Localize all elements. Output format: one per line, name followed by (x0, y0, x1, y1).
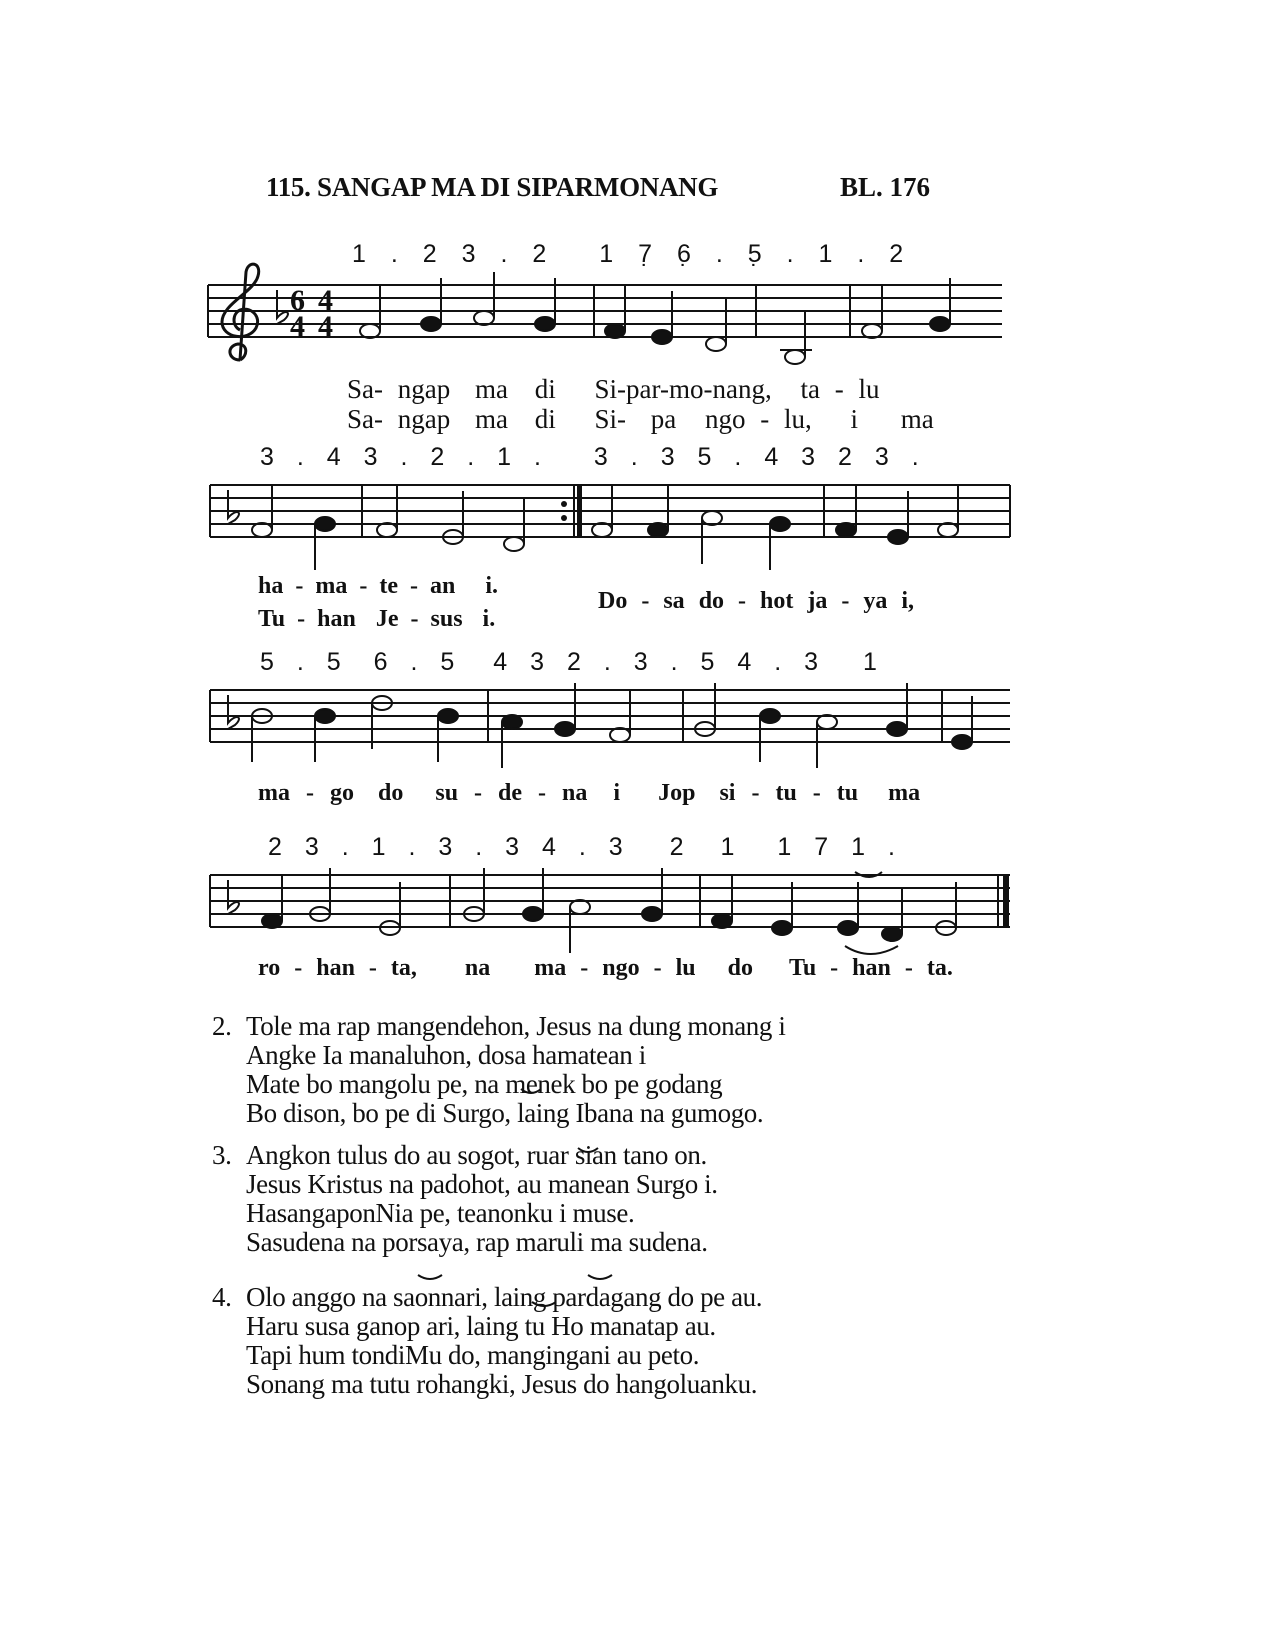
time-sig-top: 6 (290, 284, 305, 317)
verse-number: 2. (212, 1011, 232, 1041)
cipher-row-4: 2 3 . 1 . 3 . 3 4 . 3 2 1 1 7 1 . (268, 833, 895, 861)
cipher-row-3: 5 . 5 6 . 5 4 3 2 . 3 . 5 4 . 3 1 (260, 648, 877, 676)
hymn-reference: BL. 176 (840, 172, 931, 202)
verse-line: Olo anggo na saonnari, laing pardagang do pe au. (246, 1282, 763, 1312)
verse-line: Sasudena na porsaya, rap maruli ma sudena. (246, 1227, 708, 1257)
verse-line: Mate bo mangolu pe, na menek bo pe godang (246, 1069, 723, 1099)
verse-line: Bo dison, bo pe di Surgo, laing Ibana na gumogo. (246, 1098, 764, 1128)
verse-line: HasangaponNia pe, teanonku i muse. (246, 1198, 635, 1228)
verse-line: Haru susa ganop ari, laing tu Ho manatap au. (246, 1311, 716, 1341)
time-sig-bottom: 4 (318, 310, 333, 343)
verse-line: Angkon tulus do au sogot, ruar sian tano on. (246, 1140, 707, 1170)
cipher-row-2: 3 . 4 3 . 2 . 1 . 3 . 3 5 . 4 3 2 3 . (260, 443, 919, 471)
notes-system-4 (262, 868, 956, 953)
lyrics-row-1b: Sa- ngap ma di Si- pa ngo - lu, i ma (347, 404, 934, 434)
notes-system-2 (252, 484, 958, 570)
verse-number: 3. (212, 1140, 232, 1170)
slur (418, 1275, 442, 1279)
slur (588, 1275, 612, 1279)
final-bar (1003, 875, 1009, 927)
lyrics-row-1a: Sa- ngap ma di Si-par-mo-nang, ta - lu (347, 374, 880, 404)
repeat-bar (577, 485, 582, 537)
lyrics-row-2b: Tu - han Je - sus i. (258, 606, 496, 632)
verse-line: Jesus Kristus na padohot, au manean Surgo i. (246, 1169, 718, 1199)
flat-icon (277, 290, 288, 324)
lyrics-row-3: ma - go do su - de - na i Jop si - tu - tu ma (258, 780, 921, 806)
flat-icon (228, 880, 239, 914)
notes-system-3 (252, 683, 972, 768)
slur (845, 946, 898, 954)
verse-line: Angke Ia manaluhon, dosa hamatean i (246, 1040, 646, 1070)
verse-line: Tole ma rap mangendehon, Jesus na dung monang i (246, 1011, 786, 1041)
verse-number: 4. (212, 1282, 232, 1312)
flat-icon (228, 695, 239, 729)
lyrics-row-2c: Do - sa do - hot ja - ya i, (598, 588, 915, 614)
lyrics-row-2a: ha - ma - te - an i. (258, 573, 499, 599)
cipher-row-1: 1 . 2 3 . 2 1 7̣ 6̣ . 5̣ . 1 . 2 (352, 240, 904, 268)
time-sig-bottom: 4 (290, 310, 305, 343)
time-sig-top: 4 (318, 284, 333, 317)
verse-line: Tapi hum tondiMu do, mangingani au peto. (246, 1340, 700, 1370)
hymn-title: 115. SANGAP MA DI SIPARMONANG (266, 172, 719, 202)
verse-line: Sonang ma tutu rohangki, Jesus do hangoluanku. (246, 1369, 758, 1399)
flat-icon (228, 490, 239, 524)
treble-clef-icon (222, 264, 259, 360)
lyrics-row-4: ro - han - ta, na ma - ngo - lu do Tu - han - ta. (258, 955, 953, 981)
